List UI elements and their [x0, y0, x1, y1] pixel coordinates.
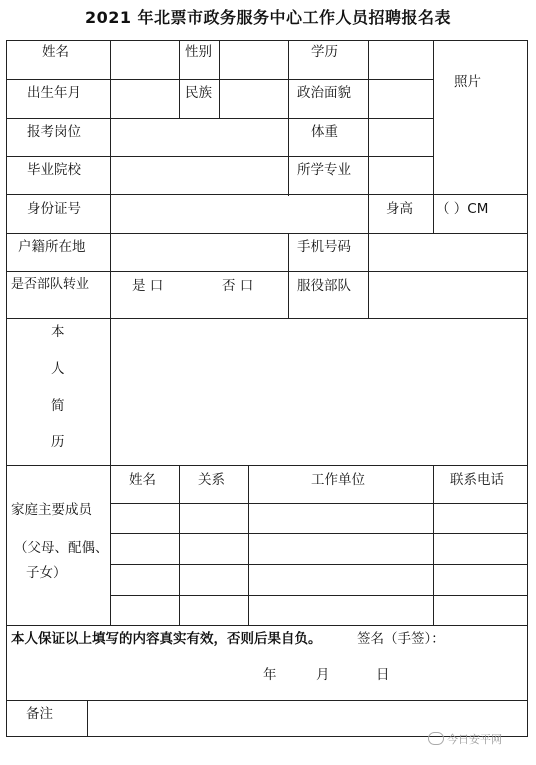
col-line — [288, 40, 289, 196]
col-line — [87, 700, 88, 736]
col-line — [110, 40, 111, 625]
label-phone: 手机号码 — [297, 239, 351, 255]
label-birth: 出生年月 — [27, 85, 81, 101]
label-family-2: （父母、配偶、 — [14, 540, 109, 556]
label-photo: 照片 — [454, 74, 481, 90]
watermark — [428, 731, 502, 747]
label-resume-1: 本 — [51, 324, 65, 340]
label-ethnicity: 民族 — [185, 85, 212, 101]
label-resume-2: 人 — [51, 361, 65, 377]
row-line — [6, 194, 528, 195]
family-header-relation: 关系 — [198, 472, 225, 488]
label-family-3: 子女） — [26, 565, 67, 581]
row-line — [6, 318, 528, 319]
label-hukou: 户籍所在地 — [18, 239, 86, 255]
row-line — [6, 465, 528, 466]
col-line — [368, 40, 369, 318]
label-political: 政治面貌 — [297, 85, 351, 101]
label-height: 身高 — [386, 201, 413, 217]
checkbox-yes[interactable]: 是 口 — [132, 278, 164, 294]
label-unit-served: 服役部队 — [297, 278, 351, 294]
family-header-work: 工作单位 — [311, 472, 365, 488]
family-header-phone: 联系电话 — [450, 472, 504, 488]
row-line — [6, 700, 528, 701]
table-border-left — [6, 40, 7, 737]
label-name: 姓名 — [42, 44, 69, 60]
signature-label: 签名（手签）： — [357, 631, 445, 647]
label-position: 报考岗位 — [27, 124, 81, 140]
label-resume-3: 简 — [51, 398, 65, 414]
label-gender: 性别 — [185, 44, 212, 60]
label-weight: 体重 — [311, 124, 338, 140]
label-veteran: 是否部队转业 — [11, 277, 90, 292]
col-line — [433, 40, 434, 233]
watermark-text: 今日安平网 — [447, 733, 502, 746]
row-line — [110, 595, 528, 596]
label-id-number: 身份证号 — [27, 201, 81, 217]
row-line — [110, 564, 528, 565]
label-education: 学历 — [311, 44, 338, 60]
label-major: 所学专业 — [297, 162, 351, 178]
pledge-text: 本人保证以上填写的内容真实有效，否则后果自负。 — [11, 631, 322, 647]
row-line — [6, 625, 528, 626]
col-line — [179, 40, 180, 118]
row-line — [110, 503, 528, 504]
label-resume-4: 历 — [51, 434, 65, 450]
col-line — [433, 465, 434, 625]
date-month: 月 — [316, 667, 330, 683]
checkbox-no[interactable]: 否 口 — [222, 278, 254, 294]
label-remarks: 备注 — [26, 706, 53, 722]
table-border-right — [527, 40, 528, 737]
date-year: 年 — [263, 667, 277, 683]
col-line — [219, 40, 220, 118]
col-line — [248, 465, 249, 625]
wechat-icon — [428, 732, 444, 745]
label-height-unit: （ ）CM — [436, 201, 489, 217]
table-border-top — [6, 40, 528, 41]
row-line — [110, 533, 528, 534]
col-line — [179, 465, 180, 625]
col-line — [288, 233, 289, 318]
date-day: 日 — [376, 667, 390, 683]
row-line — [6, 233, 528, 234]
row-line — [6, 271, 528, 272]
label-school: 毕业院校 — [27, 162, 81, 178]
form-title: 2021 年北票市政务服务中心工作人员招聘报名表 — [84, 8, 452, 27]
family-header-name: 姓名 — [129, 472, 156, 488]
label-family-1: 家庭主要成员 — [11, 502, 92, 518]
